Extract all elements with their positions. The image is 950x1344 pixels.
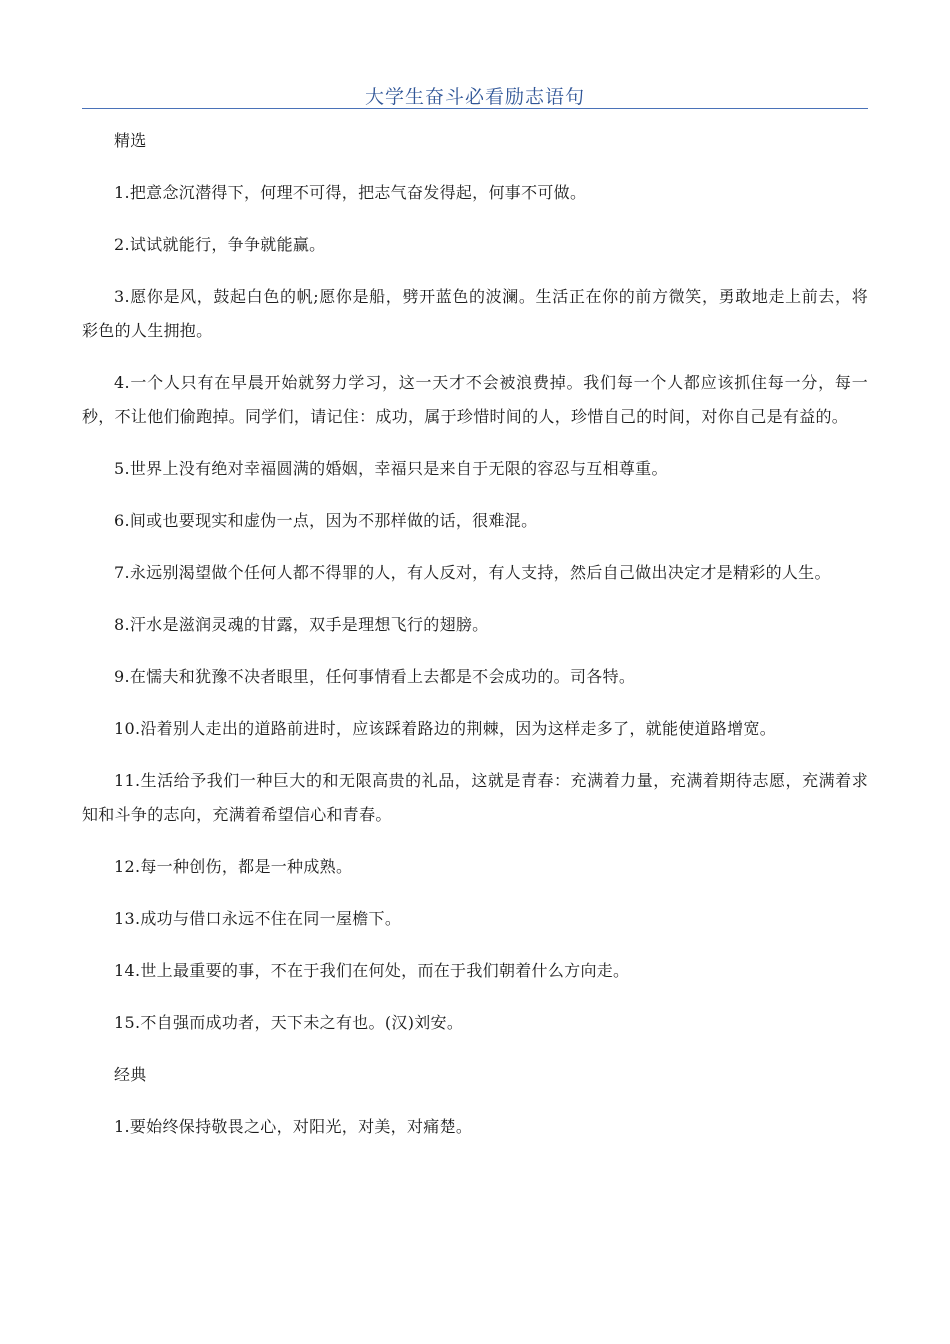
quote-paragraph: 1.把意念沉潜得下，何理不可得，把志气奋发得起，何事不可做。 (114, 183, 587, 202)
quote-paragraph: 10.沿着别人走出的道路前进时，应该踩着路边的荆棘，因为这样走多了，就能使道路增宽。 (114, 719, 777, 738)
quote-paragraph: 1.要始终保持敬畏之心，对阳光，对美，对痛楚。 (114, 1117, 473, 1136)
section-heading-classic: 经典 (114, 1065, 147, 1084)
quote-paragraph: 7.永远别渴望做个任何人都不得罪的人，有人反对，有人支持，然后自己做出决定才是精彩的人生。 (114, 563, 831, 582)
section-heading-featured: 精选 (114, 131, 147, 150)
document-body (82, 124, 868, 1162)
quote-paragraph: 3.愿你是风，鼓起白色的帆;愿你是船，劈开蓝色的波澜。生活正在你的前方微笑，勇敢地走上前去，将彩色的人生拥抱。 (82, 287, 868, 340)
quote-paragraph: 13.成功与借口永远不住在同一屋檐下。 (114, 909, 402, 928)
quote-paragraph: 15.不自强而成功者，天下未之有也。(汉)刘安。 (114, 1013, 464, 1032)
quote-paragraph: 2.试试就能行，争争就能赢。 (114, 235, 326, 254)
quote-paragraph: 4.一个人只有在早晨开始就努力学习，这一天才不会被浪费掉。我们每一个人都应该抓住每一分，每一秒，不让他们偷跑掉。同学们，请记住：成功，属于珍惜时间的人，珍惜自己的时间，对你自己是有益的。 (82, 373, 868, 426)
quote-paragraph: 12.每一种创伤，都是一种成熟。 (114, 857, 353, 876)
quote-paragraph: 9.在懦夫和犹豫不决者眼里，任何事情看上去都是不会成功的。司各特。 (114, 667, 636, 686)
quote-paragraph: 6.间或也要现实和虚伪一点，因为不那样做的话，很难混。 (114, 511, 538, 530)
quote-paragraph: 5.世界上没有绝对幸福圆满的婚姻，幸福只是来自于无限的容忍与互相尊重。 (114, 459, 668, 478)
quote-paragraph: 14.世上最重要的事，不在于我们在何处，而在于我们朝着什么方向走。 (114, 961, 630, 980)
quote-paragraph: 8.汗水是滋润灵魂的甘露，双手是理想飞行的翅膀。 (114, 615, 489, 634)
quote-paragraph: 11.生活给予我们一种巨大的和无限高贵的礼品，这就是青春：充满着力量，充满着期待志愿，充满着求知和斗争的志向，充满着希望信心和青春。 (82, 771, 868, 824)
header-divider (82, 108, 868, 109)
page-title: 大学生奋斗必看励志语句 (364, 86, 585, 108)
